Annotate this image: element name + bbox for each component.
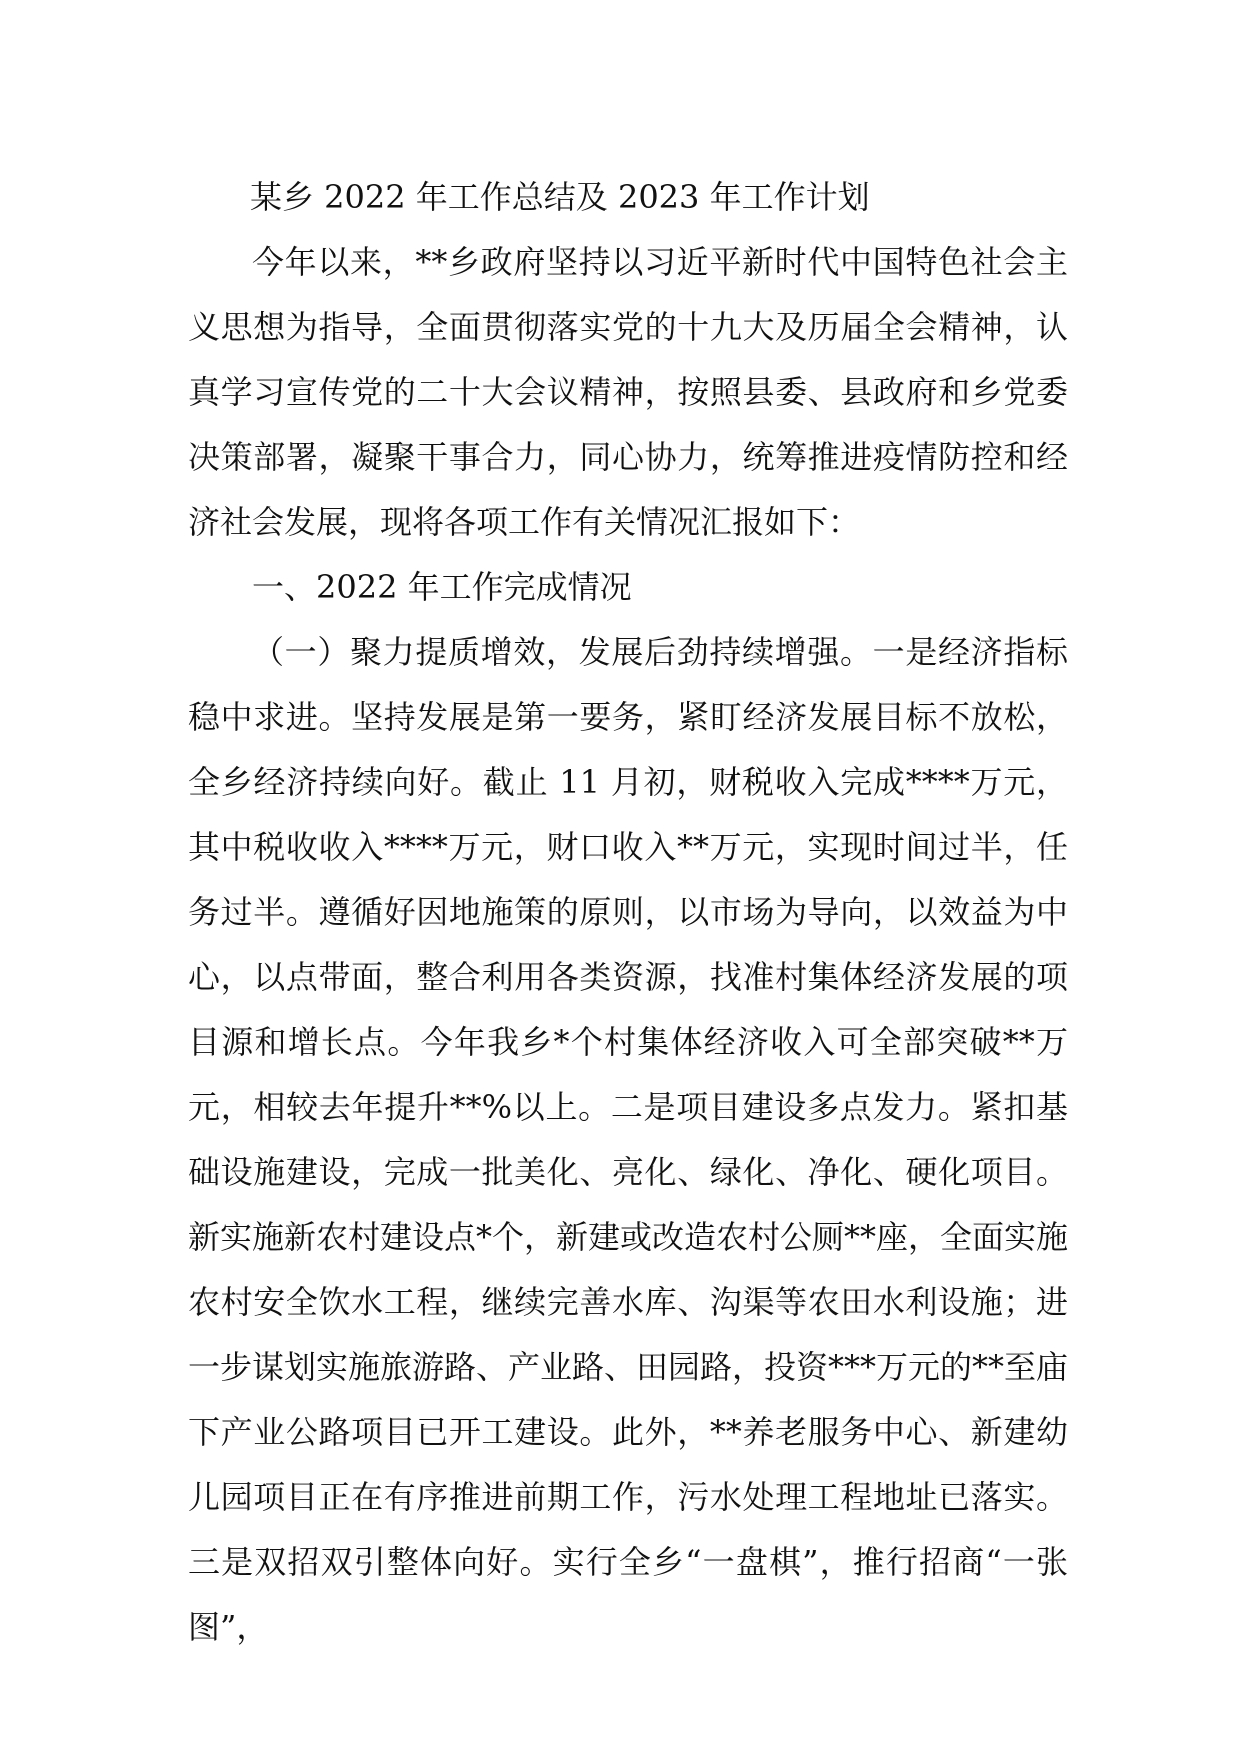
document-body — [188, 165, 1068, 1660]
section-heading: 一、2022 年工作完成情况 — [252, 568, 632, 606]
document-title: 某乡 2022 年工作总结及 2023 年工作计划 — [250, 178, 870, 216]
intro-paragraph: 今年以来，**乡政府坚持以习近平新时代中国特色社会主义思想为指导，全面贯彻落实党的十九大及历届全会精神，认真学习宣传党的二十大会议精神，按照县委、县政府和乡党委决策部署，凝聚干事合力，同心协力，统筹推进疫情防控和经济社会发展，现将各项工作有关情况汇报如下： — [188, 243, 1068, 541]
body-paragraph: （一）聚力提质增效，发展后劲持续增强。一是经济指标稳中求进。坚持发展是第一要务，紧盯经济发展目标不放松，全乡经济持续向好。截止 11 月初，财税收入完成****万元，其中税收收入****万元，财口收入**万元，实现时间过半，任务过半。遵循好因地施策的原则，以市场为导向，以效益为中心，以点带面，整合利用各类资源，找准村集体经济发展的项目源和增长点。今年我乡*个村集体经济收入可全部突破**万元，相较去年提升**%以上。二是项目建设多点发力。紧扣基础设施建设，完成一批美化、亮化、绿化、净化、硬化项目。新实施新农村建设点*个，新建或改造农村公厕**座，全面实施农村安全饮水工程，继续完善水库、沟渠等农田水利设施；进一步谋划实施旅游路、产业路、田园路，投资***万元的**至庙下产业公路项目已开工建设。此外，**养老服务中心、新建幼儿园项目正在有序推进前期工作，污水处理工程地址已落实。三是双招双引整体向好。实行全乡“一盘棋”，推行招商“一张图”， — [188, 633, 1069, 1646]
